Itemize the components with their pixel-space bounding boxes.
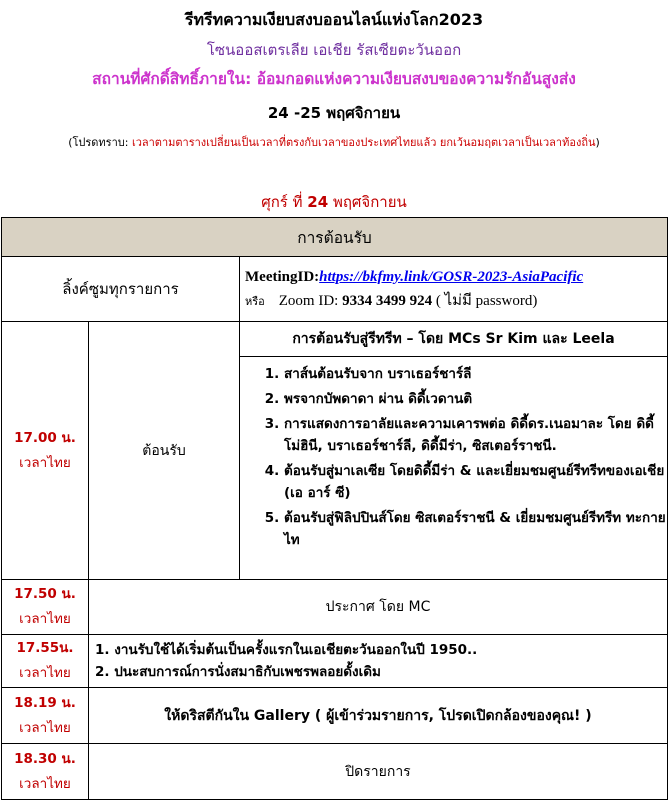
password-note: ( ไม่มี password)	[432, 292, 538, 309]
welcome-items-list	[240, 363, 667, 551]
schedule-table	[1, 217, 668, 800]
time-cell-1750	[2, 580, 89, 635]
welcome-item: 2. พรจากบัพดาดา ผ่าน ดิดี้เวดานติ	[284, 388, 667, 410]
section-title: การต้อนรับ	[2, 218, 668, 257]
history-items-cell	[89, 635, 668, 688]
time-note-body: เวลาตามตารางเปลี่ยนเป็นเวลาที่ตรงกับเวลาของประเทศไทยแล้ว ยกเว้นอมฤตเวลาเป็นเวลาท้องถิ่น	[131, 136, 596, 149]
meeting-url-link[interactable]: https://bkfmy.link/GOSR-2023-AsiaPacific	[319, 268, 584, 285]
time-1819: 18.19 น.	[14, 694, 76, 711]
meeting-id-label: MeetingID:	[245, 268, 320, 285]
row-1819	[2, 688, 668, 744]
zoom-link-row	[2, 257, 668, 322]
row-1755	[2, 635, 668, 688]
welcome-item: 5. ต้อนรับสู่ฟิลิปปินส์โดย ซิสเตอร์ราชนี & เยี่ยมชมศูนย์รีทรีท ทะกายไท	[284, 507, 667, 551]
welcome-title: การต้อนรับสู่รีทรีท – โดย MCs Sr Kim และ Leela	[240, 322, 668, 357]
time-cell-1755	[2, 635, 89, 688]
zoom-id-value: 9334 3499 924	[342, 292, 433, 309]
day-prefix: ศุกร์ ที่	[261, 193, 308, 211]
time-cell-1830	[2, 744, 89, 800]
welcome-label: ต้อนรับ	[89, 322, 240, 580]
region-subtitle: โซนออสเตรเลีย เอเชีย รัสเซียตะวันออก	[206, 41, 462, 59]
history-item: 1. งานรับใช้ได้เริ่มต้นเป็นครั้งแรกในเอเชียตะวันออกในปี 1950..	[95, 642, 478, 658]
welcome-time-cell	[2, 322, 89, 580]
section-header-row	[2, 218, 668, 257]
row-1830	[2, 744, 668, 800]
retreat-dates: 24 -25 พฤศจิกายน	[267, 104, 401, 122]
time-note-suffix: )	[595, 136, 600, 149]
gallery-drishti-text: ให้ดริสตีกันใน Gallery ( ผู้เข้าร่วมรายการ, โปรดเปิดกล้องของคุณ! )	[89, 688, 668, 744]
day-heading	[0, 190, 668, 214]
row-1750	[2, 580, 668, 635]
day-number: 24	[307, 193, 329, 211]
zoom-link-label: ลิ้งค์ซูมทุกรายการ	[2, 257, 240, 322]
welcome-items-cell	[240, 357, 668, 580]
or-label: หรือ	[245, 295, 265, 308]
timezone-1750: เวลาไทย	[19, 611, 71, 627]
zoom-link-details	[240, 257, 668, 322]
time-1750: 17.50 น.	[14, 586, 76, 602]
announcement-text: ประกาศ โดย MC	[89, 580, 668, 635]
retreat-title: รีทรีทความเงียบสงบออนไลน์แห่งโลก2023	[184, 10, 484, 29]
zoom-id-label: Zoom ID:	[278, 292, 343, 309]
welcome-item: 4. ต้อนรับสู่มาเลเซีย โดยดิดี้มีร่า & และเยี่ยมชมศูนย์รีทรีทของเอเชีย (เอ อาร์ ซี)	[284, 460, 667, 504]
welcome-time: 17.00 น.	[14, 429, 76, 446]
welcome-timezone: เวลาไทย	[19, 454, 71, 471]
time-note-prefix: (โปรดทราบ:	[68, 136, 132, 149]
welcome-title-row	[2, 322, 668, 357]
timezone-1830: เวลาไทย	[19, 775, 71, 792]
timezone-1819: เวลาไทย	[19, 719, 71, 736]
timezone-1755: เวลาไทย	[19, 665, 71, 681]
time-cell-1819	[2, 688, 89, 744]
time-1830: 18.30 น.	[14, 750, 76, 767]
theme-title: สถานที่ศักดิ์สิทธิ์ภายใน: อ้อมกอดแห่งความเงียบสงบของความรักอันสูงส่ง	[92, 70, 576, 88]
welcome-item: 3. การแสดงการอาลัยและความเคารพต่อ ดิดี้ดร.เนอมาละ โดย ดิดี้โม่ฮินี, บราเธอร์ชาร์ลี, ดิดี้มีร่า, ซิสเตอร์ราชนี.	[284, 413, 667, 457]
closing-text: ปิดรายการ	[89, 744, 668, 800]
day-month: พฤศจิกายน	[328, 193, 407, 211]
time-note	[0, 133, 668, 151]
history-item: 2. ปนะสบการณ์การนั่งสมาธิกับเพชรพลอยดั้งเดิม	[95, 664, 381, 680]
welcome-item: 1. สาส์นต้อนรับจาก บราเธอร์ชาร์ลี	[284, 363, 667, 385]
time-1755: 17.55น.	[16, 640, 74, 656]
